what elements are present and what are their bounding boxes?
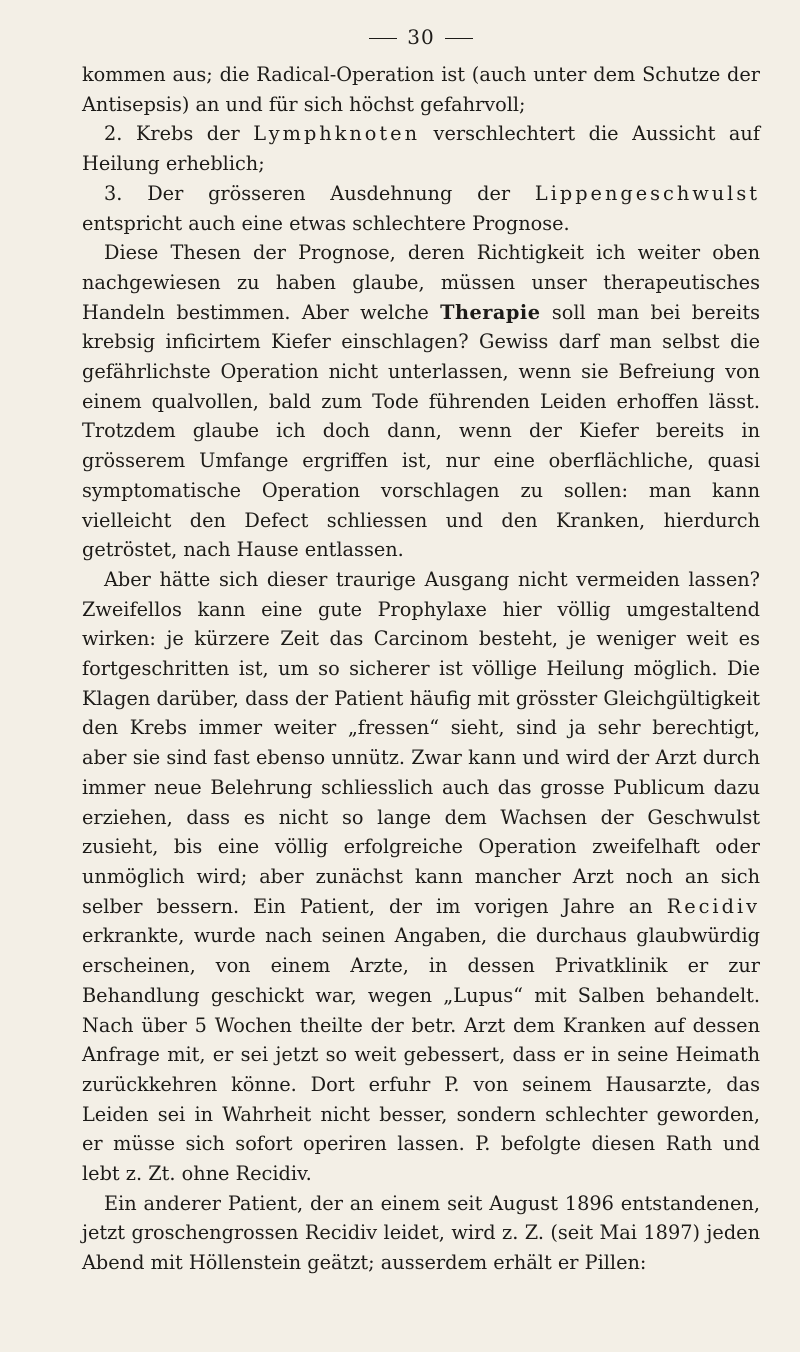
paragraph-text: verschlechtert die Aussicht auf Heilung erheblich; [82, 122, 760, 176]
paragraph-text: Ein anderer Patient, der an einem seit August 1896 entstandenen, jetzt groschengrossen Recidiv leidet, wird z. Z. (seit Mai 1897) jeden Abend mit Höllenstein geätzt; ausserdem erhält er Pillen: [82, 1191, 760, 1275]
paragraph-p2 [82, 119, 760, 178]
paragraph-p6 [82, 1189, 760, 1278]
emphasized-term: Lippengeschwulst [534, 181, 760, 205]
paragraph-text: 2. Krebs der [104, 122, 254, 146]
paragraph-p4 [82, 238, 760, 565]
right-dash-divider [445, 38, 473, 39]
paragraph-text: Aber hätte sich dieser traurige Ausgang nicht vermeiden lassen? Zweifellos kann eine gute Prophylaxe hier völlig umgestaltend wirken: je kürzere Zeit das Carcinom besteht, je weniger weit es fortgeschritten ist, um so sicherer ist völlige Heilung möglich. Die Klagen darüber, dass der Patient häufig mit grösster Gleichgültigkeit den Krebs immer weiter „fressen“ sieht, sind ja sehr berechtigt, aber sie sind fast ebenso unnütz. Zwar kann und wird der Arzt durch immer neue Belehrung schliesslich auch das grosse Publicum dazu erziehen, dass es nicht so lange dem Wachsen der Geschwulst zusieht, bis eine völlig erfolgreiche Operation zweifelhaft oder unmöglich wird; aber zunächst kann mancher Arzt noch an sich selber bessern. Ein Patient, der im vorigen Jahre an [82, 567, 760, 918]
body-text [82, 60, 760, 1278]
page-number [82, 24, 760, 50]
emphasized-term: Lymphknoten [253, 122, 420, 146]
paragraph-text: 3. Der grösseren Ausdehnung der [104, 181, 535, 205]
document-page [82, 24, 760, 1278]
paragraph-p1 [82, 60, 760, 119]
page-number-value: 30 [407, 25, 435, 49]
paragraph-text: kommen aus; die Radical-Operation ist (auch unter dem Schutze der Antisepsis) an und für sich höchst gefahrvoll; [82, 63, 760, 116]
paragraph-text: soll man bei bereits krebsig inficirtem Kiefer einschlagen? Gewiss darf man selbst die gefährlichste Operation nicht unterlassen, wenn sie Befreiung von einem qualvollen, bald zum Tode führenden Leiden erhoffen lässt. Trotzdem glaube ich doch dann, wenn der Kiefer bereits in grösserem Umfange ergriffen ist, nur eine oberflächliche, quasi symptomatische Operation vorschlagen zu sollen: man kann vielleicht den Defect schliessen und den Kranken, hierdurch getröstet, nach Hause entlassen. [82, 300, 760, 562]
paragraph-text: entspricht auch eine etwas schlechtere Prognose. [82, 211, 570, 235]
paragraph-p5 [82, 565, 760, 1189]
left-dash-divider [369, 38, 397, 39]
paragraph-text: Diese Thesen der Prognose, deren Richtigkeit ich weiter oben nachgewiesen zu haben glaube, müssen unser therapeutisches Handeln bestimmen. Aber welche [82, 241, 760, 324]
emphasized-term: Therapie [440, 300, 541, 324]
paragraph-p3 [82, 179, 760, 238]
emphasized-term: Recidiv [666, 894, 760, 918]
paragraph-text: erkrankte, wurde nach seinen Angaben, die durchaus glaubwürdig erscheinen, von einem Arzte, in dessen Privatklinik er zur Behandlung geschickt war, wegen „Lupus“ mit Salben behandelt. Nach über 5 Wochen theilte der betr. Arzt dem Kranken auf dessen Anfrage mit, er sei jetzt so weit gebessert, dass er in seine Heimath zurückkehren könne. Dort erfuhr P. von seinem Hausarzte, das Leiden sei in Wahrheit nicht besser, sondern schlechter geworden, er müsse sich sofort operiren lassen. P. befolgte diesen Rath und lebt z. Zt. ohne Recidiv. [82, 924, 760, 1186]
